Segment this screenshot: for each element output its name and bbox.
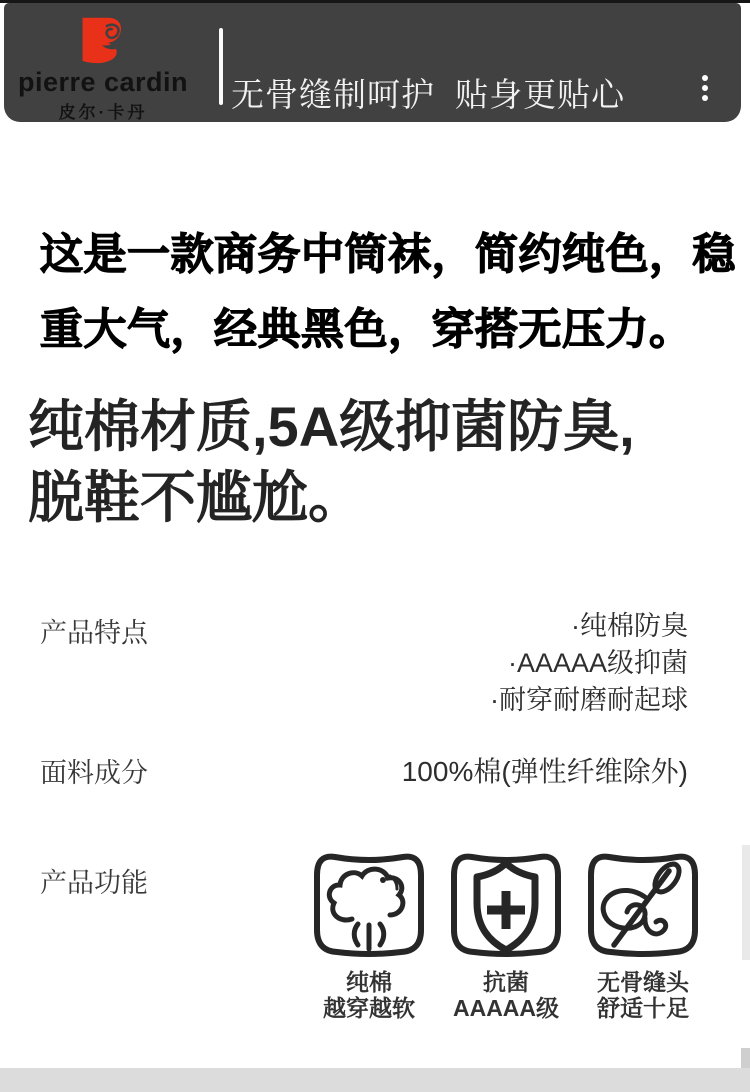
fabric-label: 面料成分 <box>40 758 148 788</box>
intro-text-line-1: 这是一款商务中筒袜，简约纯色，稳 <box>40 231 736 279</box>
more-options-icon[interactable] <box>702 75 708 101</box>
caption-line: 舒适十足 <box>597 995 689 1021</box>
feature-item: ·AAAAA级抑菌 <box>507 648 688 678</box>
dot <box>702 75 708 81</box>
feature-item: ·耐穿耐磨耐起球 <box>490 685 688 715</box>
caption-antibacterial <box>447 969 565 1021</box>
headline-line-2: 脱鞋不尴尬。 <box>28 466 364 529</box>
dot <box>702 85 708 91</box>
caption-line: 越穿越软 <box>323 995 415 1021</box>
feature-item: ·纯棉防臭 <box>571 611 688 641</box>
cotton-soft-icon <box>310 848 428 960</box>
caption-cotton <box>310 969 428 1021</box>
caption-line: 纯棉 <box>346 969 392 995</box>
headline-line-1: 纯棉材质,5A级抑菌防臭, <box>28 395 635 458</box>
right-edge-fragment <box>741 1048 750 1068</box>
features-list <box>490 608 688 719</box>
brand-name: pierre cardin <box>17 67 189 97</box>
caption-line: 无骨缝头 <box>597 969 689 995</box>
vertical-divider <box>219 28 223 105</box>
intro-text-line-2: 重大气，经典黑色，穿搭无压力。 <box>40 306 693 354</box>
header-tagline: 无骨缝制呵护 贴身更贴心 <box>231 76 626 113</box>
caption-line: 抗菌 <box>483 969 529 995</box>
pierre-cardin-swirl-icon <box>77 17 127 64</box>
right-edge-fragment <box>742 845 750 960</box>
functions-label: 产品功能 <box>40 868 148 898</box>
features-label: 产品特点 <box>40 618 148 648</box>
shield-plus-icon <box>447 848 565 960</box>
dot <box>702 95 708 101</box>
bottom-gray-bar <box>0 1068 750 1092</box>
function-icon-tiles <box>310 848 702 960</box>
brand-name-chinese: 皮尔·卡丹 <box>58 103 148 122</box>
caption-seamless <box>584 969 702 1021</box>
caption-line: AAAAA级 <box>452 995 560 1021</box>
fabric-value: 100%棉(弹性纤维除外) <box>401 756 688 787</box>
needle-thread-icon <box>584 848 702 960</box>
function-captions <box>310 969 702 1021</box>
header-banner <box>4 3 741 122</box>
